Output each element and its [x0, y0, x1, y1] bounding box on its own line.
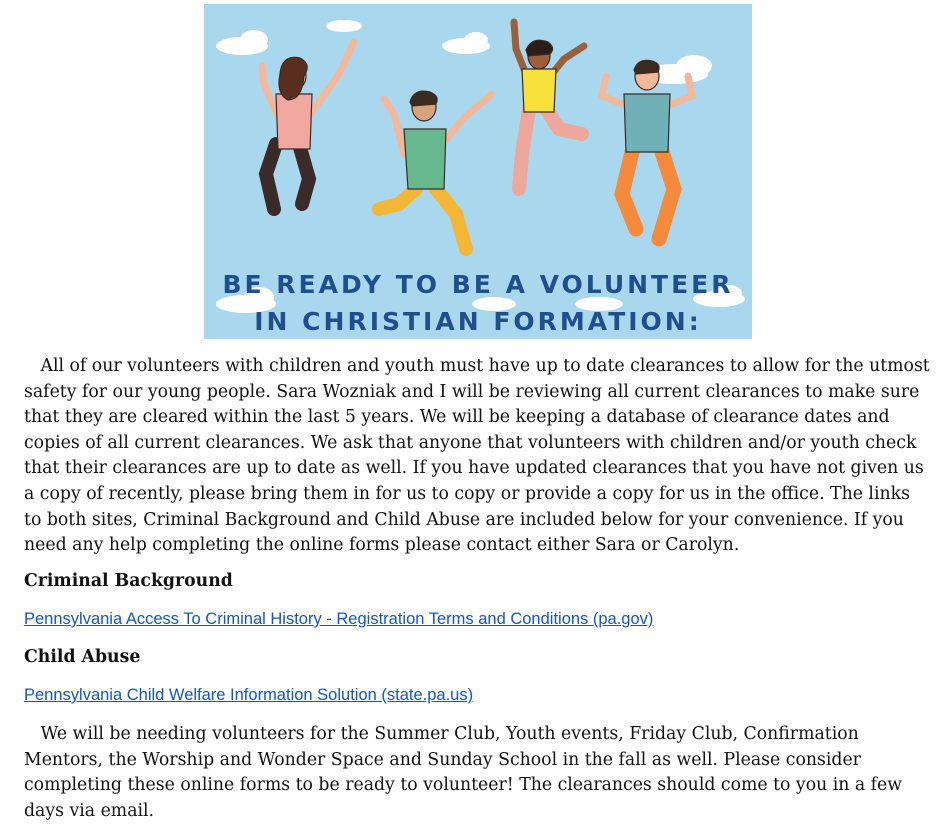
cloud-icon [326, 20, 362, 32]
child-welfare-link[interactable]: Pennsylvania Child Welfare Information Solution (state.pa.us) [24, 686, 474, 704]
cloud-icon [442, 32, 490, 54]
person-figure [262, 42, 354, 209]
child-abuse-heading: Child Abuse [24, 647, 141, 667]
person-figure [602, 60, 692, 239]
volunteer-banner [204, 4, 752, 339]
closing-paragraph-text: We will be needing volunteers for the Summer Club, Youth events, Friday Club, Confirmation Mentors, the Worship and Wonder Space and Sunday School in the fall as well. Please consider completing these online forms to be ready to volunteer! The clearances should come to you in a few days via email. [24, 724, 903, 821]
cloud-icon [216, 30, 268, 55]
banner-title-line1: BE READY TO BE A VOLUNTEER [222, 270, 734, 299]
criminal-history-link[interactable]: Pennsylvania Access To Criminal History - Registration Terms and Conditions (pa.gov) [24, 610, 654, 628]
person-figure [379, 91, 492, 249]
criminal-background-heading: Criminal Background [24, 571, 233, 591]
banner-title-line2: IN CHRISTIAN FORMATION: [254, 307, 702, 336]
intro-paragraph [24, 354, 930, 559]
closing-paragraph [24, 722, 930, 824]
person-figure [514, 22, 584, 189]
intro-paragraph-text: All of our volunteers with children and youth must have up to date clearances to allow for the utmost safety for our young people. Sara Wozniak and I will be reviewing all current clearances to make sure that they are cleared within the last 5 years. We will be keeping a database of clearance dates and copies of all current clearances. We ask that anyone that volunteers with children and/or youth check that their clearances are up to date as well. If you have updated clearances that you have not given us a copy of recently, please bring them in for us to copy or provide a copy for us in the office. The links to both sites, Criminal Background and Child Abuse are included below for your convenience. If you need any help completing the online forms please contact either Sara or Carolyn. [24, 356, 930, 556]
